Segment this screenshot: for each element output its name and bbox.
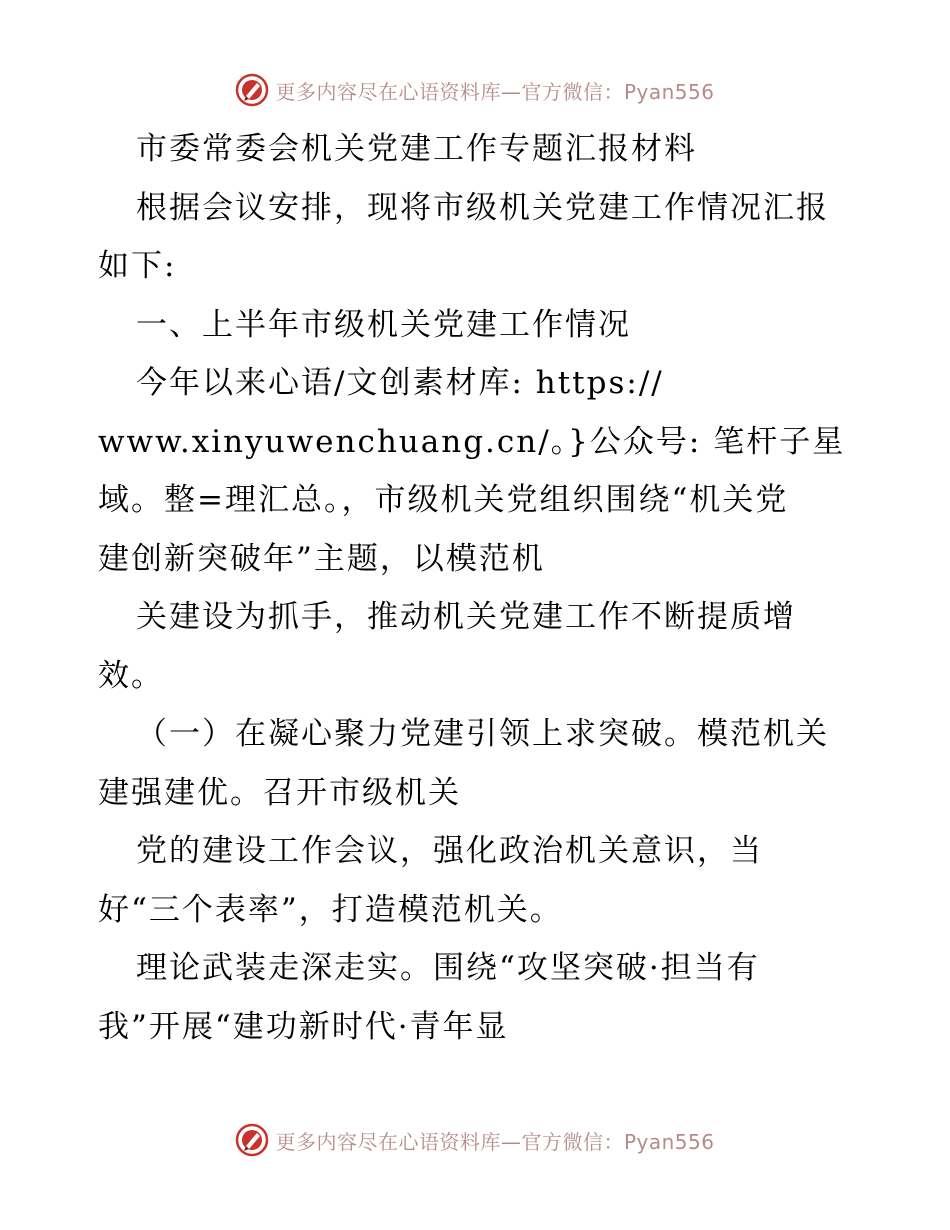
paragraph-line: 建强建优。召开市级机关 xyxy=(98,774,461,811)
paragraph-line: 党的建设工作会议，强化政治机关意识，当 xyxy=(136,833,763,869)
paragraph-line: 今年以来心语/文创素材库: https:// xyxy=(136,365,664,401)
paragraph-line: 理论武装走深走实。围绕“攻坚突破·担当有 xyxy=(136,950,760,986)
paragraph-line: www.xinyuwenchuang.cn/。}公众号: 笔杆子星 xyxy=(98,423,846,460)
paragraph-line: 好“三个表率”，打造模范机关。 xyxy=(98,891,563,928)
paragraph-line: 域。整=理汇总。，市级机关党组织围绕“机关党 xyxy=(98,482,789,518)
header-banner-text: 更多内容尽在心语资料库—官方微信：Pyan556 xyxy=(275,79,715,104)
paragraph-line: 根据会议安排，现将市级机关党建工作情况汇报 xyxy=(136,189,829,226)
subsection-heading: （一）在凝心聚力党建引领上求突破。模范机关 xyxy=(136,716,829,752)
paragraph-line: 效。 xyxy=(98,657,164,694)
paragraph-line: 如下: xyxy=(98,248,177,284)
paragraph-line: 建创新突破年”主题，以模范机 xyxy=(98,540,545,577)
header-banner xyxy=(0,70,950,110)
pen-logo-icon xyxy=(235,1123,269,1157)
footer-banner-text: 更多内容尽在心语资料库—官方微信：Pyan556 xyxy=(275,1129,715,1154)
paragraph-line: 关建设为抓手，推动机关党建工作不断提质增 xyxy=(136,599,796,635)
paragraph-line: 我”开展“建功新时代·青年显 xyxy=(98,1008,509,1045)
footer-banner xyxy=(0,1120,950,1160)
section-heading: 一、上半年市级机关党建工作情况 xyxy=(136,306,631,343)
pen-logo-icon xyxy=(235,73,269,107)
document-title: 市委常委会机关党建工作专题汇报材料 xyxy=(136,131,697,167)
document-body xyxy=(98,120,858,1056)
